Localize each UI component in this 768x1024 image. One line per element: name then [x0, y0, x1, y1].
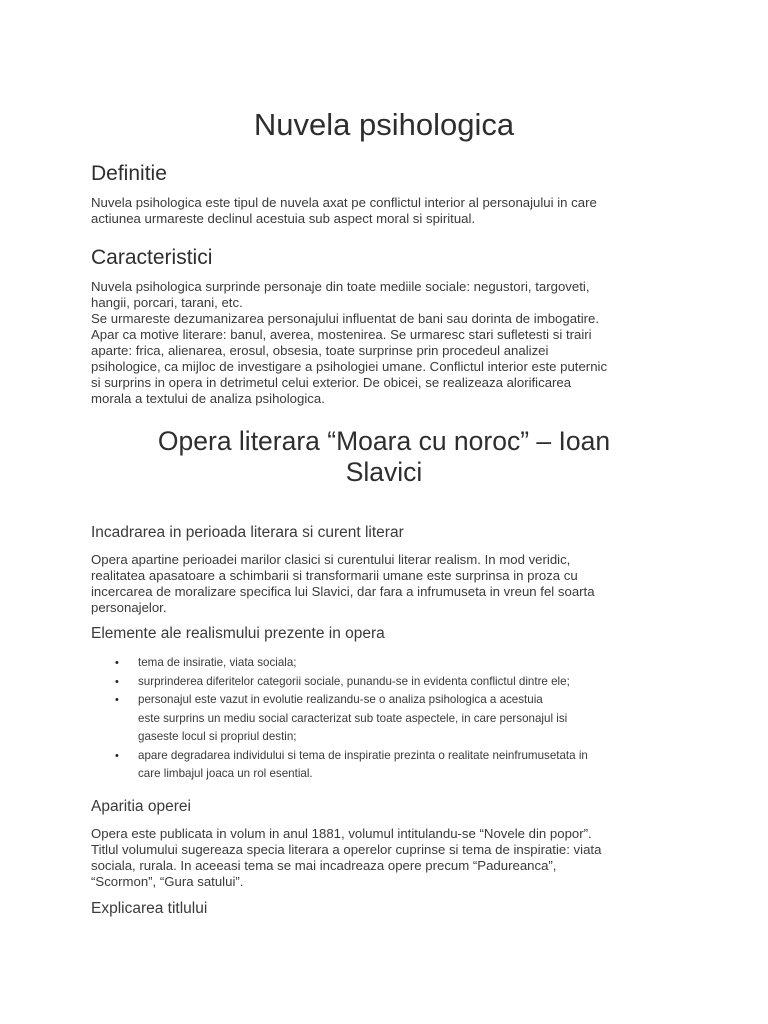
text-line: Se urmareste dezumanizarea personajului influentat de bani sau dorinta de imbogatire.	[91, 311, 600, 326]
realism-elements-list	[91, 654, 681, 784]
text-line: Opera apartine perioadei marilor clasici si curentului literar realism. In mod veridic,	[91, 552, 571, 567]
heading-aparitia: Aparitia operei	[91, 798, 191, 815]
text-line: si surprins in opera in detrimetul celui exterior. De obicei, se realizeaza alorificarea	[91, 375, 572, 390]
list-item	[91, 691, 681, 747]
heading-explicarea: Explicarea titlului	[91, 900, 208, 917]
list-item	[91, 654, 681, 673]
heading-incadrarea: Incadrarea in perioada literara si curent literar	[91, 524, 404, 541]
text-line: Nuvela psihologica surprinde personaje din toate mediile sociale: negustori, targoveti,	[91, 279, 590, 294]
text-line: aparte: frica, alienarea, erosul, obsesia, toate surprinse prin procedeul analizei	[91, 343, 549, 358]
text-line: • personajul este vazut in evolutie realizandu-se o analiza psihologica a acestuia	[138, 693, 543, 706]
paragraph-definitie	[91, 195, 681, 227]
text-line: gaseste locul si propriul destin;	[138, 730, 297, 743]
opera-title	[91, 426, 677, 488]
paragraph-caracteristici	[91, 279, 681, 407]
text-line: incercarea de moralizare specifica lui Slavici, dar fara a infrumuseta in vreun fel soarta	[91, 584, 595, 599]
text-line: realitatea apasatoare a schimbarii si transformarii umane este surprinsa in proza cu	[91, 568, 578, 583]
heading-definitie: Definitie	[91, 162, 167, 185]
text-line: Opera este publicata in volum in anul 1881, volumul intitulandu-se “Novele din popor”.	[91, 826, 592, 841]
document-title: Nuvela psihologica	[253, 107, 515, 142]
text-line: Nuvela psihologica este tipul de nuvela axat pe conflictul interior al personajului in care	[91, 195, 597, 210]
text-line: este surprins un mediu social caracterizat sub toate aspectele, in care personajul isi	[138, 711, 568, 725]
text-line: • surprinderea diferitelor categorii sociale, punandu-se in evidenta conflictul dintre ele;	[138, 674, 570, 688]
text-line: hangii, porcari, tarani, etc.	[91, 295, 243, 310]
text-line: actiunea urmareste declinul acestuia sub aspect moral si spiritual.	[91, 211, 476, 226]
text-line: personajelor.	[91, 600, 167, 615]
text-line: psihologice, ca mijloc de investigare a psihologiei umane. Conflictul interior este puternic	[91, 359, 608, 374]
list-item	[91, 747, 681, 784]
paragraph-aparitia	[91, 826, 681, 890]
text-line: sociala, rurala. In aceeasi tema se mai incadreaza opere precum “Padureanca”,	[91, 858, 557, 873]
text-line: morala a textului de analiza psihologica.	[91, 391, 325, 406]
opera-title-line: Opera literara “Moara cu noroc” – Ioan	[157, 426, 611, 456]
text-line: Apar ca motive literare: banul, averea, mostenirea. Se urmaresc stari sufletesti si trairi	[91, 327, 592, 342]
opera-title-line: Slavici	[345, 457, 423, 487]
heading-elemente: Elemente ale realismului prezente in opera	[91, 625, 385, 642]
list-item	[91, 673, 681, 692]
text-line: Titlul volumului sugereaza specia literara a operelor cuprinse si tema de inspiratie: viata	[91, 842, 602, 857]
paragraph-incadrarea	[91, 552, 681, 616]
text-line: • apare degradarea individului si tema de inspiratie prezinta o realitate neinfrumusetata in	[138, 748, 588, 762]
text-line: • tema de insiratie, viata sociala;	[138, 656, 297, 669]
text-line: care limbajul joaca un rol esential.	[138, 767, 313, 780]
text-line: “Scormon”, “Gura satului”.	[91, 874, 244, 889]
heading-caracteristici: Caracteristici	[91, 246, 213, 269]
